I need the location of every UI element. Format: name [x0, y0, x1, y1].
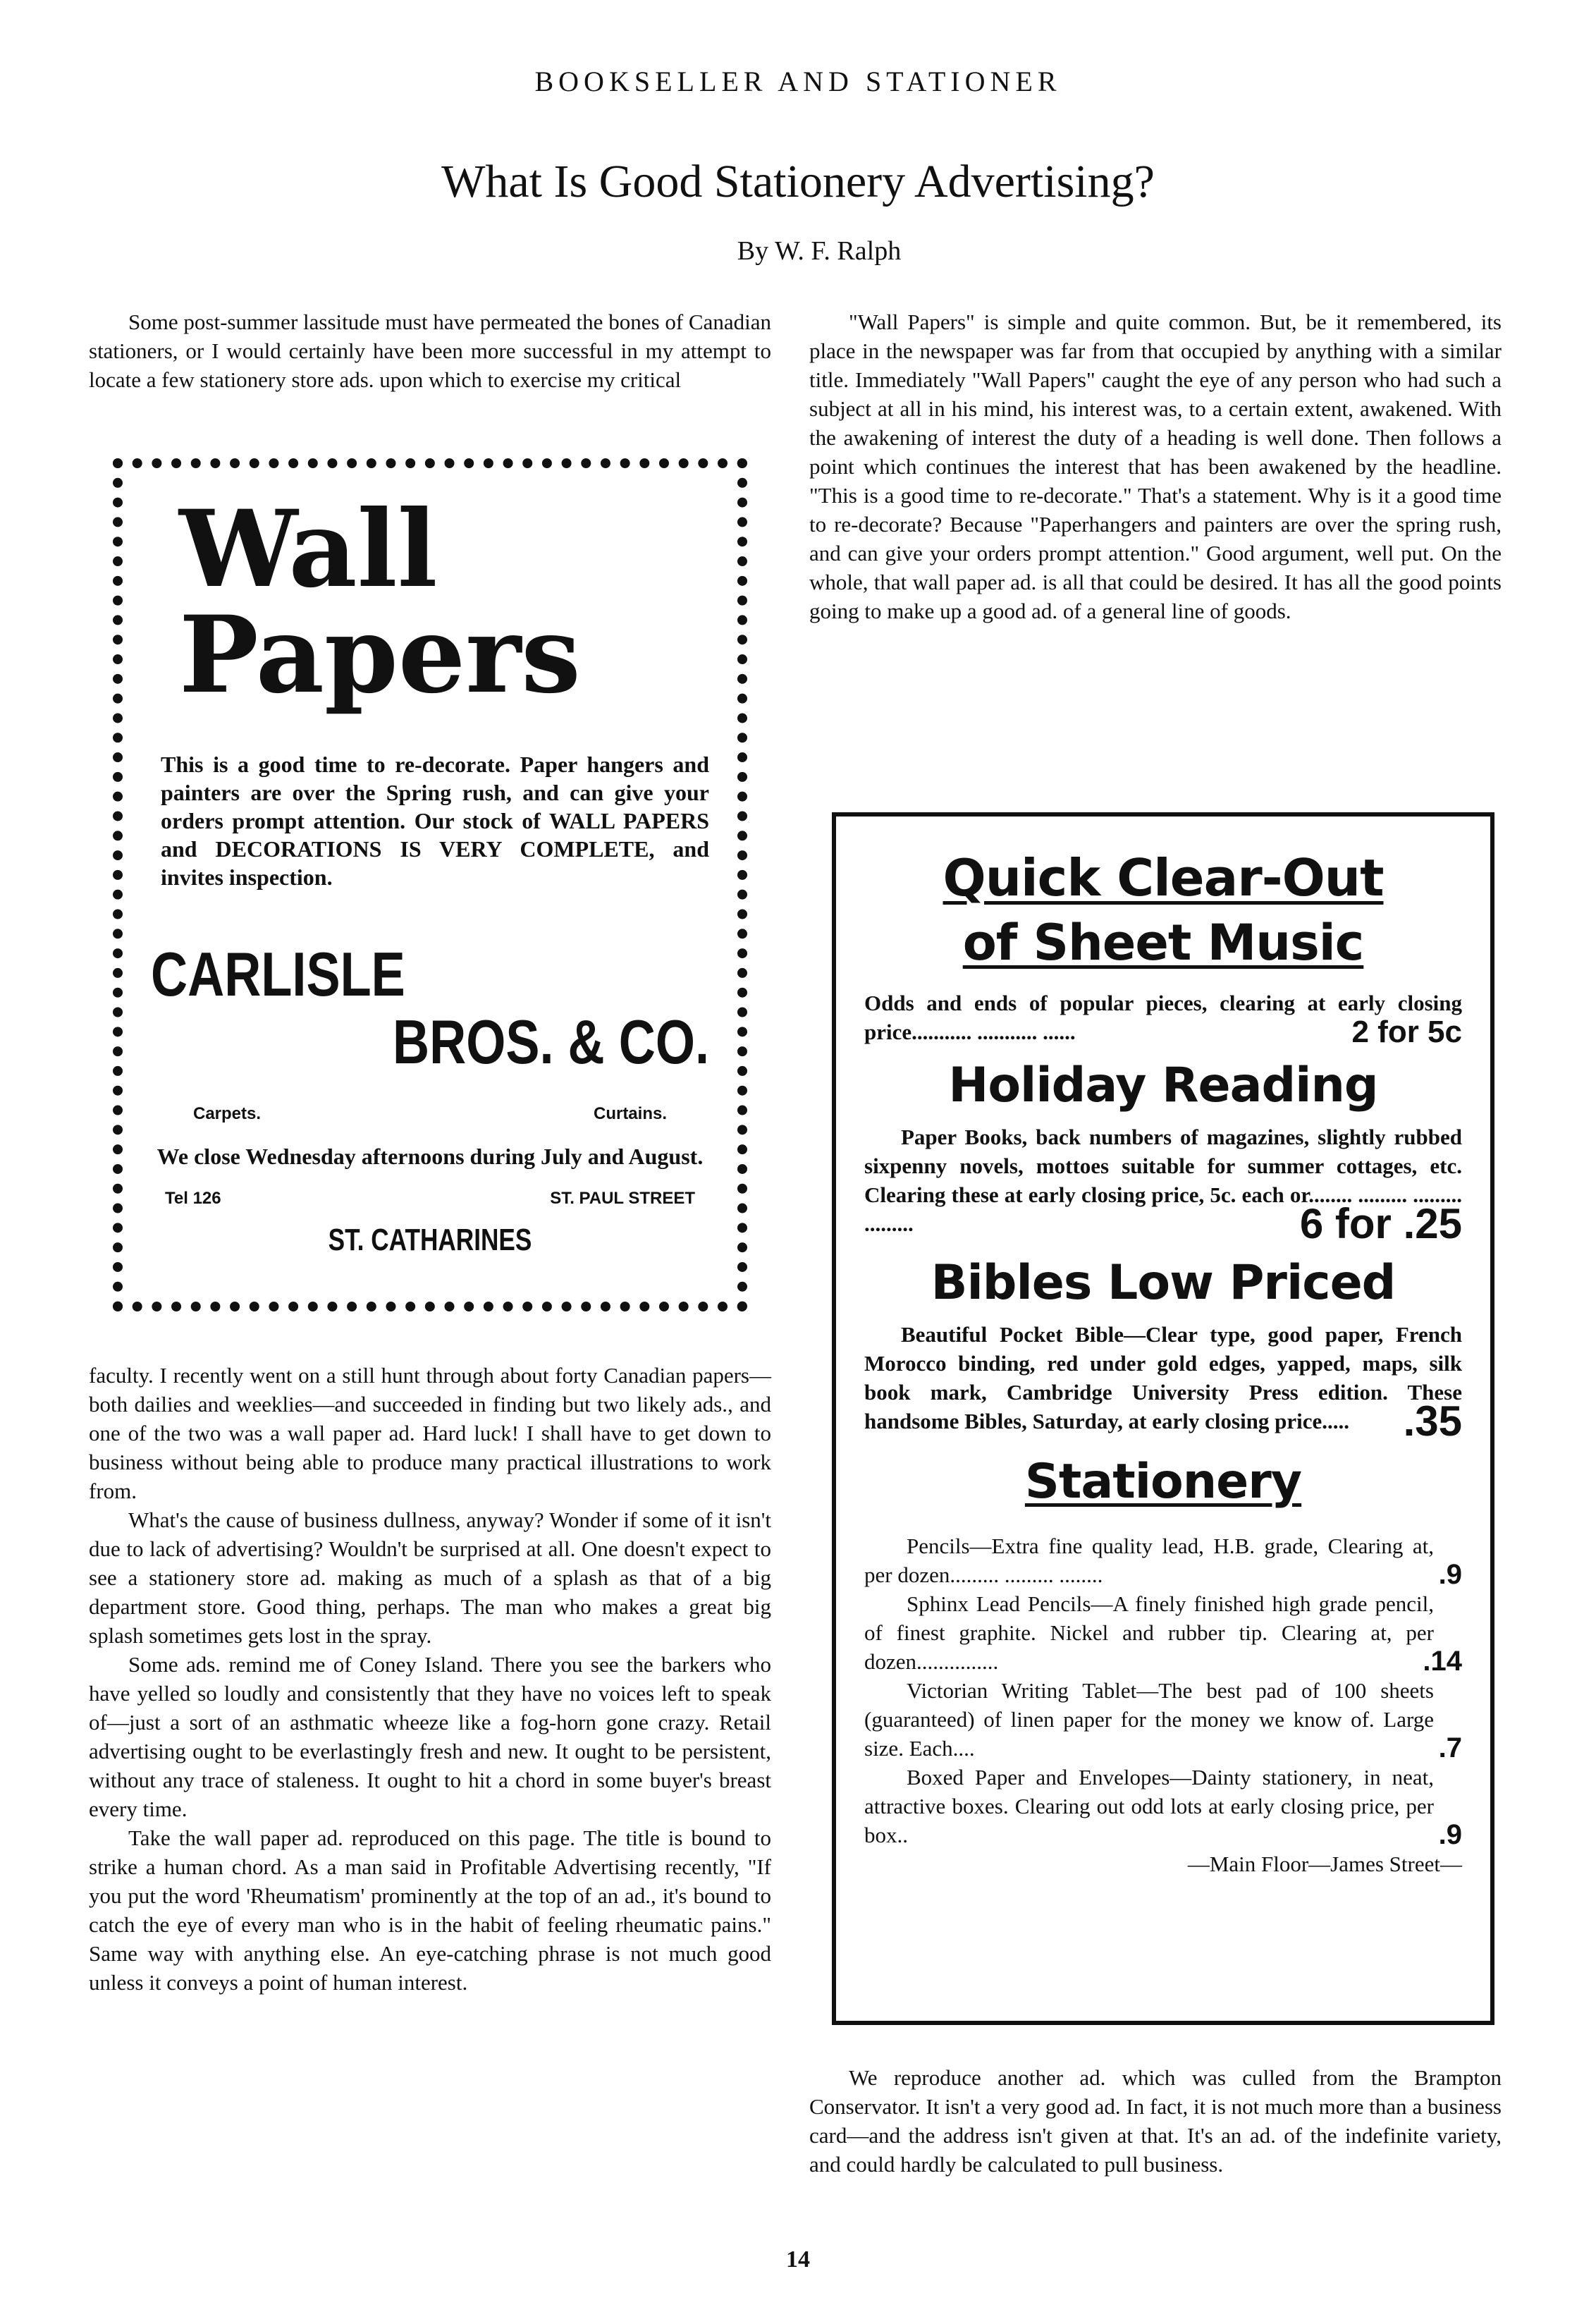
ad-heading-bibles: Bibles Low Priced — [931, 1255, 1396, 1311]
item-price: .14 — [1423, 1646, 1462, 1677]
item-price: 2 for 5c — [1347, 1017, 1462, 1046]
intro-paragraph: Some post-summer lassitude must have permeated the bones of Canadian stationers, or I would certainly have been more successful in my attempt to locate a few stationery store ads. upon which to exercise my critical — [89, 310, 771, 392]
article-right-top — [809, 307, 1502, 625]
item-text: Beautiful Pocket Bible—Clear type, good paper, French Morocco binding, red under gold edges, yapped, maps, silk book mark, Cambridge University Press edition. These handsome Bibles, Saturday, at early closing price..... — [864, 1322, 1462, 1433]
item-price: 6 for .25 — [1296, 1209, 1462, 1238]
article-right-bottom — [809, 2063, 1502, 2179]
byline: By W. F. Ralph — [737, 236, 902, 266]
item-price: .9 — [1438, 1559, 1462, 1590]
ad-headline-wall: Wall — [179, 487, 438, 611]
item-price: .35 — [1399, 1407, 1462, 1436]
firm-name-line-2: BROS. & CO. — [392, 1007, 709, 1077]
paragraph: Take the wall paper ad. reproduced on this page. The title is bound to strike a human chord. As a man said in Profitable Advertising recently, "If you put the word 'Rheumatism' prominently at the top of an ad., it's bound to catch the eye of every man who is in the habit of feeling rheumatic pains." Same way with anything else. An eye-catching phrase is not much good unless it conveys a point of human interest. — [89, 1825, 771, 1995]
ad-heading-stationery: Stationery — [1024, 1454, 1302, 1510]
article-intro — [89, 307, 771, 394]
street-address: ST. PAUL STREET — [550, 1189, 695, 1208]
curtains-label: Curtains. — [593, 1104, 667, 1123]
ad-heading-holiday-reading: Holiday Reading — [948, 1058, 1378, 1113]
ad-copy: This is a good time to re-decorate. Paper hangers and painters are over the Spring rush, and can give your orders prompt attention. Our stock of WALL PAPERS and DECORATIONS IS VERY COMPLETE, and invites inspection. — [161, 752, 709, 890]
running-head: BOOKSELLER AND STATIONER — [534, 66, 1062, 97]
telephone: Tel 126 — [165, 1189, 221, 1208]
item-text: Odds and ends of popular pieces, clearing at early closing price........... ........... ...... — [864, 991, 1462, 1044]
list-item: Boxed Paper and Envelopes—Dainty stationery, in neat, attractive boxes. Clearing out odd lots at early closing price, per box.. .9 — [864, 1765, 1462, 1850]
paragraph: "Wall Papers" is simple and quite common. But, be it remembered, its place in the newspaper was far from that occupied by anything with a similar title. Immediately "Wall Papers" caught the eye of any person who had such a subject at all in his mind, his interest was, to a certain extent, awakened. With the awakening of interest the duty of a heading is well done. Then follows a point which continues the interest that has been awakened by the headline. "This is a good time to re-decorate." That's a statement. Why is it a good time to re-decorate? Because "Paperhangers and painters are over the spring rush, and can give your orders prompt attention." Good argument, well put. On the whole, that wall paper ad. is all that could be desired. It has all the good points going to make up a good ad. of a general line of goods. — [809, 310, 1502, 623]
paragraph: faculty. I recently went on a still hunt through about forty Canadian papers—both dailies and weeklies—and succeeded in finding but two likely ads., and one of the two was a wall paper ad. Hard luck! I shall have to get down to business without being able to produce many practical illustrations to work from. — [89, 1363, 771, 1503]
bibles-item — [864, 1320, 1462, 1445]
list-item: Pencils—Extra fine quality lead, H.B. grade, Clearing at, per dozen......... ......... ........ .9 — [864, 1534, 1462, 1590]
paragraph: What's the cause of business dullness, anyway? Wonder if some of it isn't due to lack of advertising? Wouldn't be surprised at all. One doesn't expect to see a stationery store ad. making as much of a splash as that of a big department store. Good thing, perhaps. The man who makes a great big splash sometimes gets lost in the spray. — [89, 1507, 771, 1648]
sheet-music-advertisement — [832, 812, 1494, 2025]
list-item: Victorian Writing Tablet—The best pad of 100 sheets (guaranteed) of linen paper for the money we know of. Large size. Each.... .7 — [864, 1678, 1462, 1763]
ad-headline-papers: Papers — [179, 593, 581, 717]
page-number: 14 — [786, 2246, 810, 2273]
ad-heading-sheet-music: of Sheet Music — [962, 914, 1364, 972]
article-left-continuation — [89, 1361, 771, 1997]
carpets-label: Carpets. — [193, 1104, 262, 1123]
ad-heading-quick-clear-out: Quick Clear-Out — [943, 848, 1384, 907]
stationery-list — [864, 1531, 1462, 1849]
paragraph: Some ads. remind me of Coney Island. There you see the barkers who have yelled so loudly and consistently that they have no voices left to speak of—just a sort of an asthmatic wheeze like a fog-horn gone crazy. Retail advertising ought to be everlastingly fresh and new. It ought to be persistent, without any trace of staleness. It ought to hit a chord in some buyer's breast every time. — [89, 1652, 771, 1821]
holiday-reading-item — [864, 1123, 1462, 1247]
item-text: Paper Books, back numbers of magazines, slightly rubbed sixpenny novels, mottoes suitable for summer cottages, etc. Clearing these at early closing price, 5c. each or........ ......... ......... ......... — [864, 1125, 1462, 1236]
closing-notice: We close Wednesday afternoons during July and August. — [156, 1144, 704, 1169]
firm-name-line-1: CARLISLE — [151, 939, 405, 1009]
article-title: What Is Good Stationery Advertising? — [441, 156, 1155, 207]
ad-contact-row — [151, 1189, 709, 1209]
list-item: Sphinx Lead Pencils—A finely finished high grade pencil, of finest graphite. Nickel and rubber tip. Clearing at, per dozen............... .14 — [864, 1591, 1462, 1677]
town-name: ST. CATHARINES — [328, 1223, 532, 1257]
wallpaper-advertisement — [113, 458, 747, 1311]
ad-departments — [151, 1104, 709, 1124]
item-price: .7 — [1438, 1732, 1462, 1763]
item-price: .9 — [1438, 1819, 1462, 1850]
paragraph: We reproduce another ad. which was culled from the Brampton Conservator. It isn't a very good ad. In fact, it is not much more than a business card—and the address isn't given at that. It's an ad. of the indefinite variety, and could hardly be calculated to pull business. — [809, 2065, 1502, 2177]
store-location: —Main Floor—James Street— — [1187, 1852, 1462, 1876]
sheet-music-item — [864, 989, 1462, 1049]
